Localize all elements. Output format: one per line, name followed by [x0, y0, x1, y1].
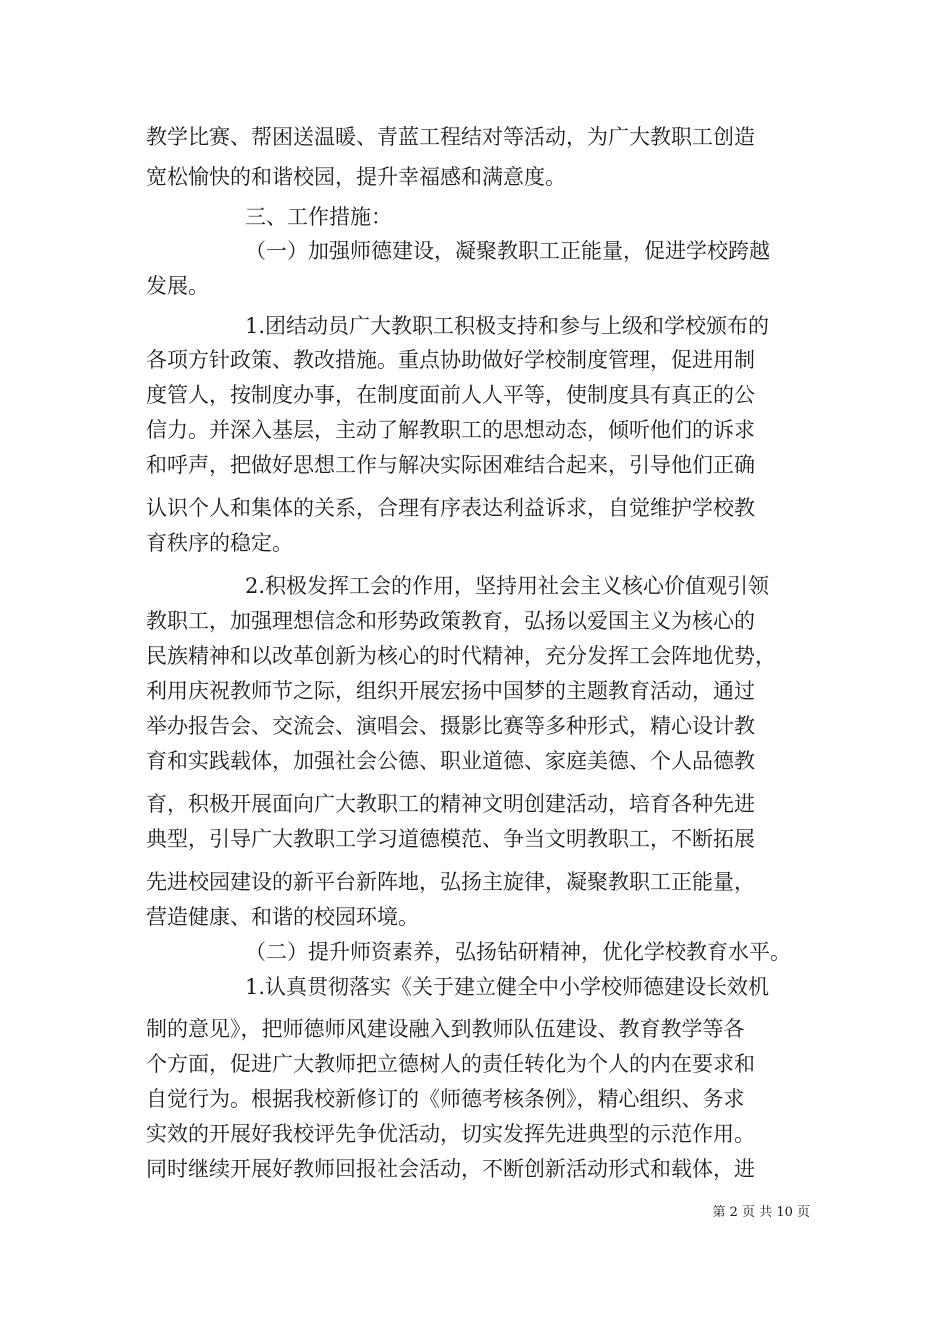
- body-text-line: 制的意见》，把师德师风建设融入到教师队伍建设、教育教学等各: [146, 1017, 745, 1041]
- subsection-heading: （二）提升师资素养，弘扬钻研精神，优化学校教育水平。: [245, 940, 791, 964]
- page-number-footer: 第 2 页 共 10 页: [712, 1205, 810, 1220]
- body-text-line: 实效的开展好我校评先争优活动，切实发挥先进典型的示范作用。: [146, 1122, 755, 1146]
- body-text-line: 举办报告会、交流会、演唱会、摄影比赛等多种形式，精心设计教: [146, 714, 755, 738]
- body-text-line: 个方面，促进广大教师把立德树人的责任转化为个人的内在要求和: [146, 1052, 755, 1076]
- section-heading: 三、工作措施：: [245, 205, 392, 229]
- list-item-start: 1.认真贯彻落实《关于建立健全中小学校师德建设长效机: [245, 975, 770, 999]
- body-text-line: 自觉行为。根据我校新修订的《师德考核条例》，精心组织、务求: [146, 1087, 745, 1111]
- body-text-line: 同时继续开展好教师回报社会活动，不断创新活动形式和载体，进: [146, 1157, 755, 1181]
- body-text-line: 度管人，按制度办事，在制度面前人人平等，使制度具有真正的公: [146, 383, 755, 407]
- body-text-line: 和呼声，把做好思想工作与解决实际困难结合起来，引导他们正确: [146, 453, 755, 477]
- body-text-line: 各项方针政策、教改措施。重点协助做好学校制度管理，促进用制: [146, 348, 755, 372]
- body-text-line: 教学比赛、帮困送温暖、青蓝工程结对等活动，为广大教职工创造: [146, 125, 755, 149]
- body-text-line: 利用庆祝教师节之际，组织开展宏扬中国梦的主题教育活动，通过: [146, 679, 755, 703]
- body-text-line: 宽松愉快的和谐校园，提升幸福感和满意度。: [146, 165, 566, 189]
- body-text-line: 营造健康、和谐的校园环境。: [146, 905, 419, 929]
- body-text-line: 信力。并深入基层，主动了解教职工的思想动态，倾听他们的诉求: [146, 418, 755, 442]
- body-text-line: 认识个人和集体的关系，合理有序表达利益诉求，自觉维护学校教: [146, 496, 755, 520]
- body-text-line: 民族精神和以改革创新为核心的时代精神，充分发挥工会阵地优势，: [146, 644, 776, 668]
- subsection-heading: （一）加强师德建设，凝聚教职工正能量，促进学校跨越: [245, 239, 770, 263]
- body-text-line: 育和实践载体，加强社会公德、职业道德、家庭美德、个人品德教: [146, 749, 755, 773]
- list-item-start: 1.团结动员广大教职工积极支持和参与上级和学校颁布的: [245, 314, 770, 338]
- body-text-line: 育秩序的稳定。: [146, 531, 293, 555]
- body-text-line: 先进校园建设的新平台新阵地，弘扬主旋律，凝聚教职工正能量，: [146, 870, 755, 894]
- body-text-line: 发展。: [146, 274, 209, 298]
- body-text-line: 教职工，加强理想信念和形势政策教育，弘扬以爱国主义为核心的: [146, 609, 755, 633]
- list-item-start: 2.积极发挥工会的作用，坚持用社会主义核心价值观引领: [245, 574, 770, 598]
- body-text-line: 典型，引导广大教职工学习道德模范、争当文明教职工，不断拓展: [146, 827, 755, 851]
- body-text-line: 育，积极开展面向广大教职工的精神文明创建活动，培育各种先进: [146, 792, 755, 816]
